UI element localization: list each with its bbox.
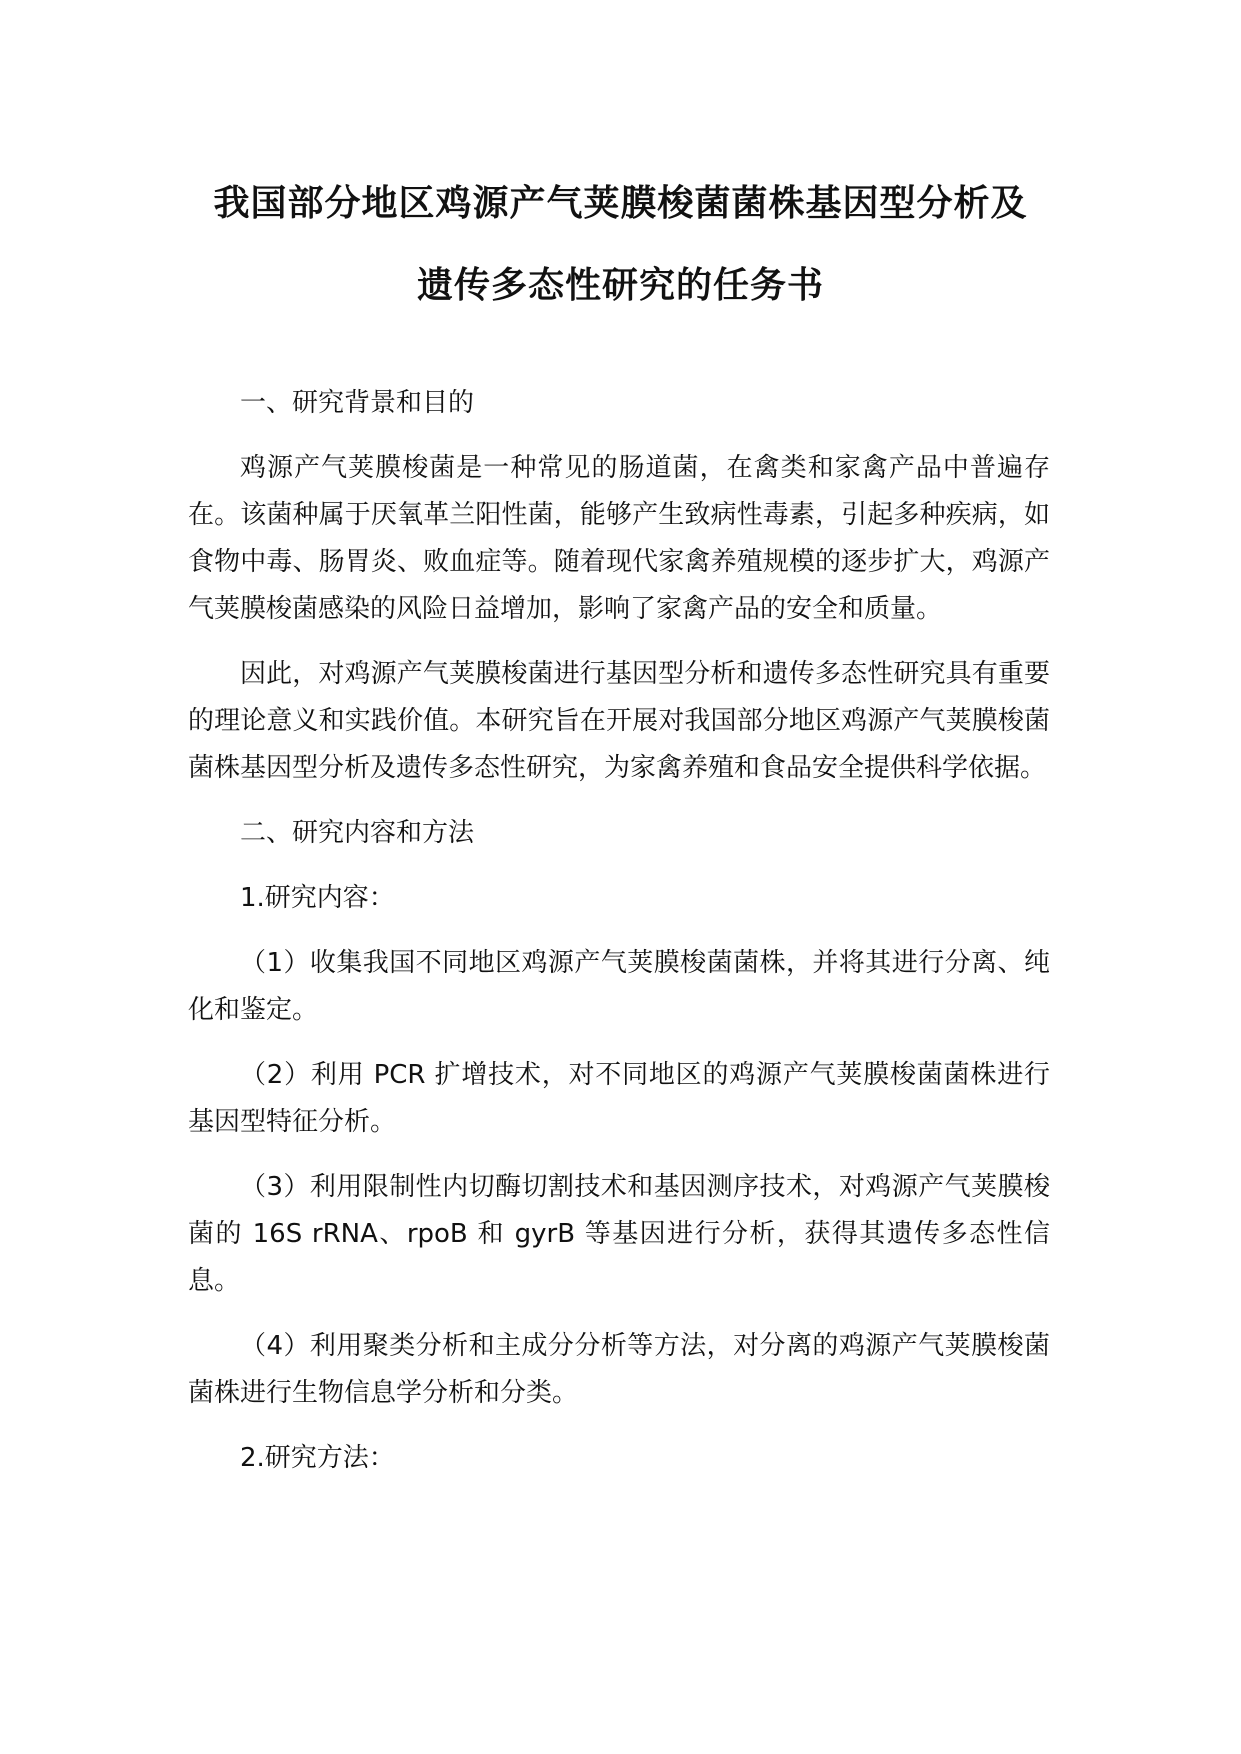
- section2-heading: 二、研究内容和方法: [240, 818, 475, 848]
- research-item-2: （2）利用 PCR 扩增技术，对不同地区的鸡源产气荚膜梭菌菌株进行基因型特征分析。: [188, 1060, 1050, 1137]
- research-item-3: （3）利用限制性内切酶切割技术和基因测序技术，对鸡源产气荚膜梭菌的 16S rRNA、rpoB 和 gyrB 等基因进行分析，获得其遗传多态性信息。: [188, 1172, 1050, 1296]
- research-content-heading: 1.研究内容：: [240, 883, 395, 913]
- background-paragraph-1: 鸡源产气荚膜梭菌是一种常见的肠道菌，在禽类和家禽产品中普遍存在。该菌种属于厌氧革兰阳性菌，能够产生致病性毒素，引起多种疾病，如食物中毒、肠胃炎、败血症等。随着现代家禽养殖规模的逐步扩大，鸡源产气荚膜梭菌感染的风险日益增加，影响了家禽产品的安全和质量。: [188, 453, 1050, 624]
- document-title-line2: 遗传多态性研究的任务书: [416, 265, 824, 306]
- research-method-heading: 2.研究方法：: [240, 1443, 395, 1473]
- document-body: [188, 380, 1050, 1500]
- background-paragraph-2: 因此，对鸡源产气荚膜梭菌进行基因型分析和遗传多态性研究具有重要的理论意义和实践价值。本研究旨在开展对我国部分地区鸡源产气荚膜梭菌菌株基因型分析及遗传多态性研究，为家禽养殖和食品安全提供科学依据。: [188, 659, 1050, 783]
- research-item-1: （1）收集我国不同地区鸡源产气荚膜梭菌菌株，并将其进行分离、纯化和鉴定。: [188, 948, 1050, 1025]
- research-item-4: （4）利用聚类分析和主成分分析等方法，对分离的鸡源产气荚膜梭菌菌株进行生物信息学分析和分类。: [188, 1331, 1050, 1408]
- section1-heading: 一、研究背景和目的: [240, 388, 475, 418]
- document-title-line1: 我国部分地区鸡源产气荚膜梭菌菌株基因型分析及: [213, 183, 1028, 224]
